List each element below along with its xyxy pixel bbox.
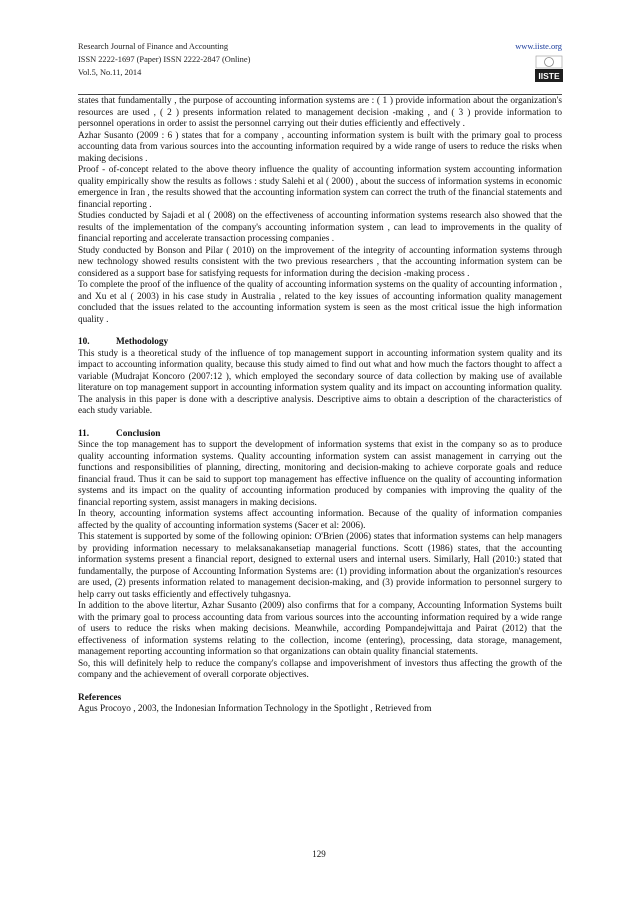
- conclusion-heading: [78, 429, 562, 441]
- iiste-logo: [535, 55, 563, 83]
- methodology-paragraph: This study is a theoretical study of the influence of top management support in accounting information system quality and its impact to accounting information quality, because this study aimed to find out what and how much the factors thought to affect a variable (Mudrajat Koncoro (2007:12 ), which employed the secondary source of data collection by making use of available literature on top management support in accounting information system quality and its impact on accounting information quality. The analysis in this paper is done with a descriptive analysis. Descriptive aims to obtain a description of the characteristics of each study variable.: [78, 348, 562, 416]
- conclusion-paragraph: So, this will definitely help to reduce the company's collapse and impoverishment of investors thus affecting the growth of the company and the achievement of overall corporate objectives.: [78, 658, 562, 680]
- methodology-heading: [78, 337, 562, 349]
- conclusion-paragraph: Since the top management has to support the development of information systems that exist in the company so as to produce quality accounting information systems. Quality accounting information system can assist management in carrying out the functions and responsibilities of planning, directing, monitoring and decision-making to achieve corporate goals and reduce financial fraud. Thus it can be said to support top management has effective influence on the quality of accounting information systems and its impact on the quality of accounting information produced by companies with improving the quality of the financial reporting system, assist managers in making decisions.: [78, 440, 562, 508]
- article-body: [78, 96, 562, 716]
- header-divider: [78, 94, 562, 95]
- body-paragraph: To complete the proof of the influence of the quality of accounting information systems on the quality of accounting information , and Xu et al ( 2003) in his case study in Australia , related to the key issues of accounting information quality management concluded that the issues related to the accounting information system is seen as the most critical issue the high information quality .: [78, 280, 562, 325]
- journal-url[interactable]: www.iiste.org: [515, 42, 562, 51]
- section-number: 11.: [78, 428, 90, 439]
- body-paragraph: Azhar Susanto (2009 : 6 ) states that for a company , accounting information system is built with the primary goal to process accounting data from various sources into the accounting information required by a wide range of users to reduce the risks when making decisions .: [78, 130, 562, 164]
- journal-header: [78, 40, 562, 79]
- body-paragraph: Studies conducted by Sajadi et al ( 2008) on the effectiveness of accounting information systems research also showed that the results of the implementation of the company's accounting information system , can lead to improvements in the quality of financial reporting and accelerate transaction processing companies .: [78, 211, 562, 244]
- conclusion-paragraph: In addition to the above litertur, Azhar Susanto (2009) also confirms that for a company, Accounting Information Systems built with the primary goal to process accounting data from various sources into the accounting information required by a wide range of users to reduce the risks when making decisions. Meanwhile, according Pompandejwittaja and Pairat (2012) that the effectiveness of information systems relating to the collection, income (entering), processing, data storage, management, management reporting accounting information so that organizations can obtain quality financial statements.: [78, 601, 562, 657]
- body-paragraph: Proof - of-concept related to the above theory influence the quality of accounting information system accounting information quality empirically show the results as follows : study Salehi et al ( 2000) , about the success of information systems in economic emergence in Iran , the results showed that the accounting information system can correct the truth of the financial statements and financial reporting .: [78, 165, 562, 210]
- body-paragraph: Study conducted by Bonson and Pilar ( 2010) on the improvement of the integrity of accounting information systems through new technology showed results consistent with the two previous researchers , that the accounting information system can be considered as a support base for satisfying requests for information during the decision -making process .: [78, 245, 562, 279]
- section-number: 10.: [78, 337, 90, 347]
- body-paragraph: states that fundamentally , the purpose of accounting information systems are : ( 1 ) provide information about the organization's resources are used , ( 2 ) presents information related to management decision -making , and ( 3 ) provide information to personnel operations in order to assist the personnel carrying out their duties efficiently and effectively .: [78, 96, 562, 129]
- page-number: 129: [312, 849, 326, 859]
- reference-entry: Agus Procoyo , 2003, the Indonesian Information Technology in the Spotlight , Retrieved from: [78, 704, 432, 714]
- logo-text: IISTE: [538, 71, 560, 81]
- journal-title: Research Journal of Finance and Accounting: [78, 42, 229, 51]
- journal-issn: ISSN 2222-1697 (Paper) ISSN 2222-2847 (Online): [78, 55, 251, 64]
- section-title: Conclusion: [116, 428, 161, 439]
- section-title: Methodology: [116, 337, 169, 347]
- conclusion-paragraph: This statement is supported by some of the following opinion: O'Brien (2006) states that information systems can help managers by providing information necessary to melaksanakansetiap managerial functions. Scott (1986) states, that the accounting information systems present a financial report, designed to external users and internal users. Similarly, Hall (2010:) stated that fundamentally, the purpose of Accounting Information Systems are: (1) providing information about the organization's resources are used, (2) presents information related to management decision-making, and (3) provide information to personnel surgery to help carry out tasks efficiently and effectively tuhgasnya.: [78, 532, 562, 600]
- conclusion-paragraph: In theory, accounting information systems affect accounting information. Because of the quality of information companies affected by the quality of accounting information systems (Sacer et al: 2006).: [78, 509, 562, 531]
- journal-volume: Vol.5, No.11, 2014: [78, 68, 142, 77]
- references-heading: References: [78, 692, 122, 703]
